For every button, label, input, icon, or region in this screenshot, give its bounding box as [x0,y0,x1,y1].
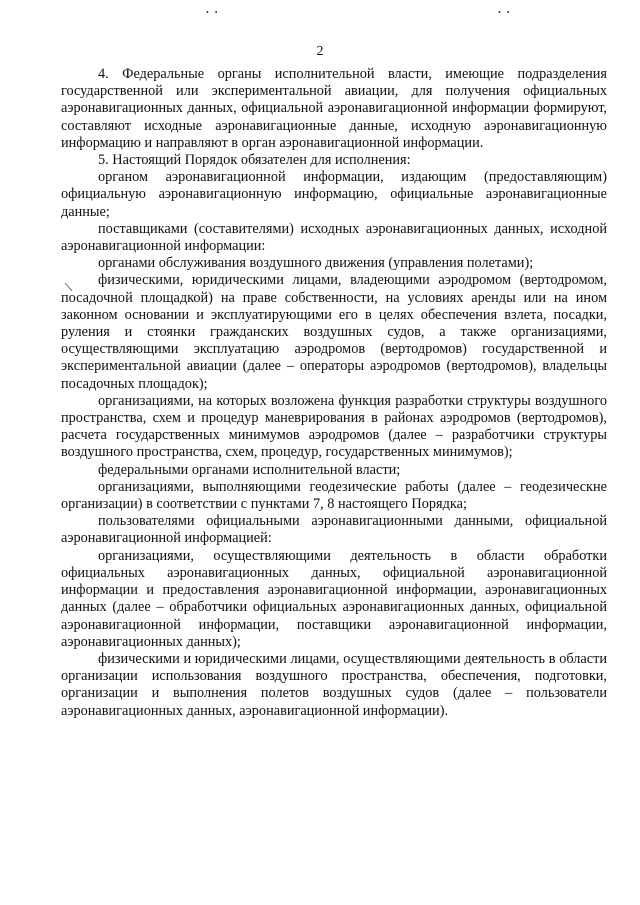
paragraph-item-4: 4. Федеральные органы исполнительной власти, имеющие подразделения государственной или экспериментальной авиации, для получения официальных аэронавигационных данных, официальной аэронавигационной информации формируют, составляют исходные аэронавигационные данные, исходную аэронавигационную информацию и направляют в орган аэронавигационной информации. [61,66,607,151]
list-item-airspace-users: физическими и юридическими лицами, осуществляющими деятельность в области организации использования воздушного пространства, обеспечения, подготовки, организации и выполнения полетов воздушных судов (далее – пользователи аэронавигационных данных, аэронавигационной информации). [61,650,607,719]
list-item-aeronautical-info-body: органом аэронавигационной информации, издающим (предоставляющим) официальную аэронавигационную информацию, официальные аэронавигационные данные; [61,169,607,220]
list-item-federal-bodies: федеральными органами исполнительной власти; [98,461,401,478]
list-item-suppliers: поставщиками (составителями) исходных аэронавигационных данных, исходной аэронавигационной информации: [61,220,607,255]
list-item-aerodrome-owners: физическими, юридическими лицами, владеющими аэродромом (вертодромом, посадочной площадкой) на праве собственности, на условиях аренды или на ином законном основании и эксплуатирующими его в целях обеспечения взлета, посадки, руления и стоянки гражданских воздушных судов, а также организациями, осуществляющими эксплуатацию аэродромов (вертодромов) государственной и экспериментальной авиации (далее – операторы аэродромов (вертодромов), владельцы посадочных площадок); [61,272,607,392]
scan-mark-right: • • [498,8,512,17]
list-item-airspace-developers: организациями, на которых возложена функция разработки структуры воздушного пространства, схем и процедур маневрирования в районах аэродромов (вертодромов), расчета государственных минимумов аэродромов (далее – разработчики структуры воздушного пространства, схем, процедур, государственных минимумов); [61,392,607,461]
document-body [61,66,607,720]
page-number: 2 [316,44,324,59]
paragraph-item-5: 5. Настоящий Порядок обязателен для исполнения: [98,152,411,169]
list-item-users: пользователями официальными аэронавигационными данными, официальной аэронавигационной информацией: [61,513,607,547]
list-item-atc-bodies: органами обслуживания воздушного движения (управления полетами); [98,255,534,272]
scan-mark-left: • • [206,8,220,17]
list-item-geodetic-organizations: организациями, выполняющими геодезические работы (далее – геодезическне организации) в соответствии с пунктами 7, 8 настоящего Порядка; [61,478,607,513]
list-item-data-processors: организациями, осуществляющими деятельность в области обработки официальных аэронавигационных данных, официальной аэронавигационной информации и предоставления аэронавигационной информации, аэронавигационных данных (далее – обработчики официальных аэронавигационных данных, официальной аэронавигационной информации, поставщики аэронавигационной информации, аэронавигационных данных); [61,547,607,650]
